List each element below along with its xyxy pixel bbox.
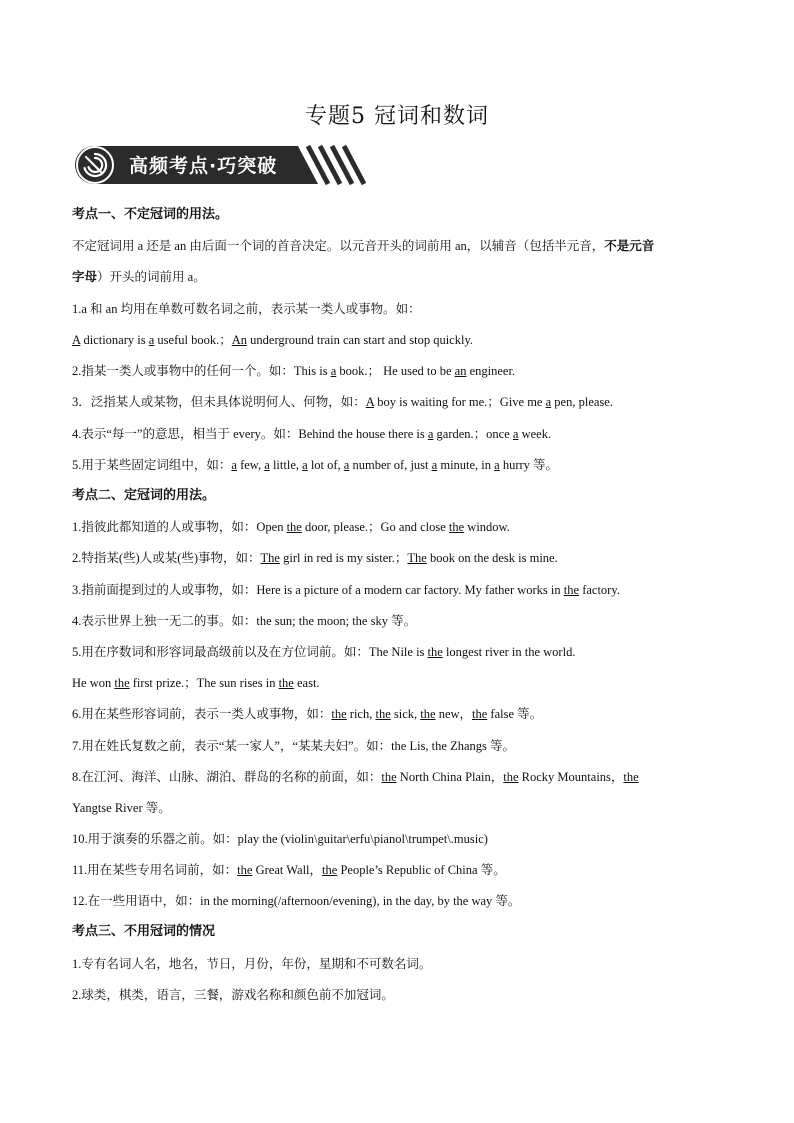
- rule-2-12: 12.在一些用语中，如：in the morning(/afternoon/evening), in the day, by the way 等。: [72, 894, 521, 908]
- article: The: [260, 551, 280, 565]
- text: 3.指前面提到过的人或事物，如：Here is a picture of a modern car factory. My father works in: [72, 583, 564, 597]
- rule-2-2: [72, 549, 558, 567]
- article: the: [623, 770, 639, 784]
- article: a: [231, 458, 237, 472]
- article: the: [278, 676, 294, 690]
- article: the: [322, 863, 338, 877]
- intro-line-1: [72, 237, 654, 255]
- text: book on the desk is mine.: [426, 551, 558, 565]
- rule-1-5: [72, 456, 558, 474]
- section-heading-3: 考点三、不用冠词的情况: [72, 924, 216, 939]
- text: North China Plain，: [396, 770, 504, 784]
- rule-2-8: [72, 768, 639, 786]
- article: a: [427, 427, 434, 441]
- article: An: [231, 333, 248, 347]
- text: 8.在江河、海洋、山脉、湖泊、群岛的名称的前面，如：: [72, 770, 382, 784]
- rule-2-10: 10.用于演奏的乐器之前。如：play the (violin\guitar\erfu\pianol\trumpet\.music): [72, 832, 488, 846]
- text: pen, please.: [551, 395, 613, 409]
- article: the: [381, 770, 397, 784]
- section-heading-2: 考点二、定冠词的用法。: [72, 488, 216, 503]
- article: a: [264, 458, 270, 472]
- intro-text: ）开头的词前用 a。: [97, 270, 206, 284]
- text: 2.指某一类人或事物中的任何一个。如：This is: [72, 364, 331, 378]
- text: useful book.；: [154, 333, 232, 347]
- rule-2-8-cont: Yangtse River 等。: [72, 801, 171, 815]
- article: a: [343, 458, 350, 472]
- rule-2-6: [72, 705, 542, 723]
- text: minute, in: [437, 458, 495, 472]
- text: 11.用在某些专用名词前，如：: [72, 863, 238, 877]
- article: the: [375, 707, 391, 721]
- text: 2.特指某(些)人或某(些)事物，如：: [72, 551, 261, 565]
- article: the: [420, 707, 436, 721]
- article: a: [431, 458, 438, 472]
- article: the: [503, 770, 519, 784]
- text: 5.用在序数词和形容词最高级前以及在方位词前。如：The Nile is: [72, 645, 428, 659]
- article: a: [302, 458, 308, 472]
- text: factory.: [579, 583, 620, 597]
- text: new，: [435, 707, 473, 721]
- rule-3-2: 2.球类，棋类，语言，三餐，游戏名称和颜色前不加冠词。: [72, 988, 394, 1002]
- text: underground train can start and stop quickly.: [247, 333, 474, 347]
- text: few,: [236, 458, 265, 472]
- article: a: [512, 427, 519, 441]
- intro-text: 不定冠词用 a 还是 an 由后面一个词的首音决定。以元音开头的词前用 an，以辅音（包括半元音，: [72, 239, 605, 253]
- rule-3-1: 1.专有名词人名，地名，节日，月份，年份，星期和不可数名词。: [72, 957, 432, 971]
- text: week.: [518, 427, 552, 441]
- rule-2-1: [72, 518, 510, 536]
- article: the: [286, 520, 302, 534]
- text: engineer.: [466, 364, 516, 378]
- text: Great Wall，: [252, 863, 323, 877]
- text: dictionary is: [80, 333, 149, 347]
- text: rich,: [346, 707, 376, 721]
- intro-line-2: [72, 268, 206, 286]
- article: The: [407, 551, 427, 565]
- article: the: [448, 520, 465, 534]
- text: first prize.；The sun rises in: [129, 676, 279, 690]
- text: 3．泛指某人或某物，但未具体说明何人、何物，如：: [72, 395, 366, 409]
- text: longest river in the world.: [442, 645, 576, 659]
- intro-bold: 字母: [72, 270, 98, 284]
- article: the: [237, 863, 253, 877]
- article: the: [563, 583, 580, 597]
- rule-2-4: 4.表示世界上独一无二的事。如：the sun; the moon; the sky 等。: [72, 614, 417, 628]
- article: the: [114, 676, 130, 690]
- rule-2-5: [72, 643, 575, 661]
- section-banner: [72, 142, 366, 188]
- rule-2-11: [72, 861, 506, 879]
- text: 6.用在某些形容词前，表示一类人或事物，如：: [72, 707, 332, 721]
- rule-2-5-example: [72, 674, 320, 692]
- intro-bold: 不是元音: [604, 239, 655, 253]
- rule-1-4: [72, 425, 551, 443]
- article: a: [545, 395, 552, 409]
- article: a: [148, 333, 155, 347]
- text: book.； He used to be: [336, 364, 455, 378]
- section-heading-1: 考点一、不定冠词的用法。: [72, 207, 229, 222]
- text: 1.指彼此都知道的人或事物，如：Open: [72, 520, 287, 534]
- text: garden.；once: [433, 427, 513, 441]
- text: east.: [293, 676, 320, 690]
- text: lot of,: [307, 458, 344, 472]
- rule-1-1: 1.a 和 an 均用在单数可数名词之前，表示某一类人或事物。如：: [72, 302, 421, 316]
- rule-2-3: [72, 581, 620, 599]
- text: He won: [72, 676, 115, 690]
- text: sick,: [390, 707, 421, 721]
- rule-1-3: [72, 393, 613, 411]
- article: a: [494, 458, 500, 472]
- page-title: 专题5 冠词和数词: [305, 104, 489, 129]
- text: hurry 等。: [499, 458, 559, 472]
- spiral-logo-icon: [72, 142, 118, 188]
- text: door, please.；Go and close: [301, 520, 449, 534]
- text: false 等。: [487, 707, 543, 721]
- article: A: [365, 395, 375, 409]
- article: the: [427, 645, 443, 659]
- text: 5.用于某些固定词组中，如：: [72, 458, 232, 472]
- text: window.: [464, 520, 510, 534]
- text: People’s Republic of China 等。: [337, 863, 506, 877]
- rule-1-2: [72, 362, 515, 380]
- banner-title: 高频考点·巧突破: [129, 155, 278, 177]
- text: Rocky Mountains，: [518, 770, 624, 784]
- text: girl in red is my sister.；: [279, 551, 408, 565]
- article: the: [472, 707, 488, 721]
- text: 4.表示“每一”的意思，相当于 every。如：Behind the house there is: [72, 427, 428, 441]
- text: number of, just: [349, 458, 432, 472]
- text: boy is waiting for me.；Give me: [374, 395, 546, 409]
- text: little,: [269, 458, 303, 472]
- article: an: [454, 364, 467, 378]
- article: the: [331, 707, 347, 721]
- article: a: [330, 364, 337, 378]
- rule-2-7: 7.用在姓氏复数之前，表示“某一家人”，“某某夫妇”。如：the Lis, the Zhangs 等。: [72, 739, 516, 753]
- example-1-1: [72, 331, 473, 349]
- article: A: [72, 333, 81, 347]
